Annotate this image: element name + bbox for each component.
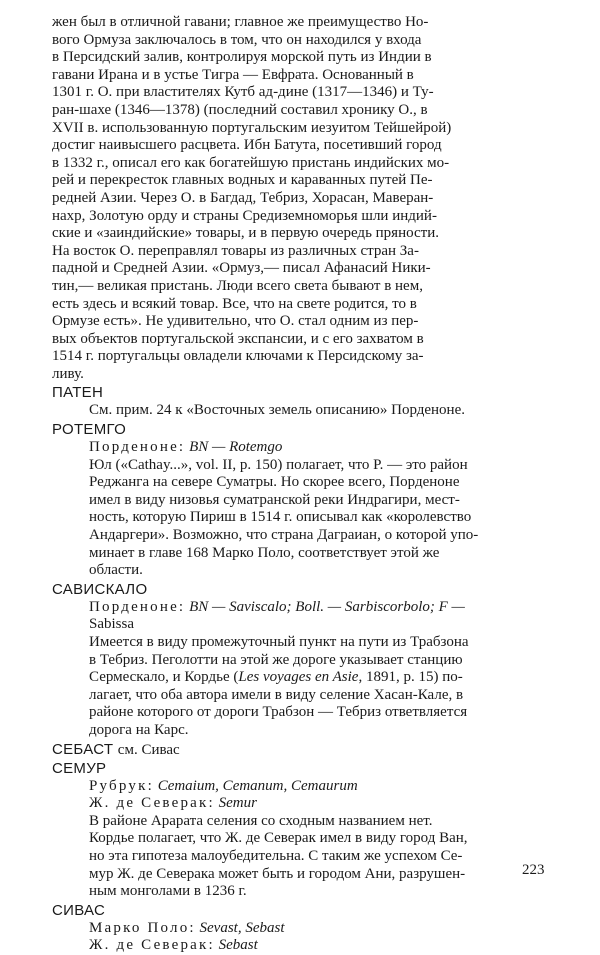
text-line: в Персидский залив, контролируя морской путь из Индии в <box>52 49 432 66</box>
text-line: Имеется в виду промежуточный пункт на пути из Трабзона <box>89 634 469 650</box>
source-author: Порденоне: <box>89 598 186 615</box>
entry-headword: СЕБАСТ <box>52 740 114 758</box>
text-line: области. <box>89 562 143 579</box>
source-line <box>89 778 552 796</box>
book-title: Les voyages en Asie <box>238 669 359 686</box>
source-line <box>89 599 552 617</box>
text-line: ские и «заиндийские» товары, и в первую очередь пряности. <box>52 225 439 242</box>
text-line: мур Ж. де Северака может быть и городом Ани, разрушен- <box>89 865 466 882</box>
text-line: падной и Средней Азии. «Ормуз,— писал Афанасий Ники- <box>52 260 431 277</box>
source-variant: BN — Saviscalo; Boll. — Sarbiscorbolo; F — <box>189 598 465 615</box>
source-line <box>89 439 552 457</box>
text-line: Ормузе есть». Не удивительно, что О. стал одним из пер- <box>52 313 419 330</box>
entry-headword: СЕМУР <box>52 759 107 777</box>
text-line: Андаргери». Возможно, что страна Даграиан, о которой упо- <box>89 527 479 544</box>
entry-headword-line <box>52 741 552 759</box>
text-line: Кордье полагает, что Ж. де Северак имел в виду город Ван, <box>89 830 468 847</box>
entry-sebast <box>52 741 552 759</box>
source-variant: Sebast <box>218 937 258 954</box>
entry-headword: ПАТЕН <box>52 384 104 402</box>
text-line: нахр, Золотую орду и страны Средиземноморья шли индий- <box>52 207 437 224</box>
page-body <box>52 14 552 955</box>
text-span: , 1891, p. 15) по- <box>358 669 463 686</box>
source-line <box>89 920 552 938</box>
text-line: ным монголами в 1236 г. <box>89 883 247 900</box>
text-line: гавани Ирана и в устье Тигра — Евфрата. Основанный в <box>52 66 414 83</box>
text-line: имел в виду низовья суматранской реки Индрагири, мест- <box>89 491 460 508</box>
text-line: 1301 г. О. при властителях Кутб ад-дине (1317—1346) и Ту- <box>52 84 434 101</box>
text-line: 1514 г. португальцы овладели ключами к Персидскому за- <box>52 348 424 365</box>
text-line: вого Ормуза заключалось в том, что он находился у входа <box>52 31 422 48</box>
text-line: вых объектов португальской экспансии, и с его захватом в <box>52 330 424 347</box>
source-variant: BN — Rotemgo <box>189 439 283 456</box>
text-line <box>89 669 552 687</box>
entry-headword: СИВАС <box>52 901 106 919</box>
text-line: ность, которую Пириш в 1514 г. описывал как «королевство <box>89 509 472 526</box>
source-author: Ж. де Северак: <box>89 937 215 954</box>
text-line: дорога на Карс. <box>89 721 189 738</box>
text-line: ливу. <box>52 365 84 382</box>
text-line: в Тебриз. Пеголотти на этой же дороге указывает станцию <box>89 651 463 668</box>
text-span: Сермескало, и Кордье ( <box>89 669 239 686</box>
source-variant: Sevast, Sebast <box>199 919 285 936</box>
source-author: Ж. де Северак: <box>89 795 215 812</box>
text-line: минает в главе 168 Марко Поло, соответствует этой же <box>89 544 440 561</box>
text-line: редней Азии. Через О. в Багдад, Тебриз, Хорасан, Маверан- <box>52 189 434 206</box>
text-line: тин,— великая пристань. Люди всего света бывают в нем, <box>52 277 423 294</box>
text-line: в 1332 г., описал его как богатейшую пристань индийских мо- <box>52 154 450 171</box>
page-number: 223 <box>522 862 545 878</box>
entry-sivas <box>52 902 552 955</box>
source-variant: Semur <box>218 795 257 812</box>
cross-reference: см. Сивас <box>117 741 180 758</box>
text-line: Реджанга на севере Суматры. Но скорее всего, Порденоне <box>89 474 460 491</box>
entry-paten <box>52 384 552 420</box>
text-line: XVII в. использованную португальским иезуитом Тейшейрой) <box>52 119 452 136</box>
source-variant: Cemaium, Cemanum, Cemaurum <box>157 777 358 794</box>
entry-text: См. прим. 24 к «Восточных земель описанию» Порденоне. <box>89 402 465 419</box>
text-line: лагает, что оба автора имели в виду селение Хасан-Кале, в <box>89 686 464 703</box>
continuation-paragraph <box>52 14 552 383</box>
source-variant-continued: Sabissa <box>89 616 134 633</box>
source-author: Порденоне: <box>89 439 186 456</box>
text-line: достиг наивысшего расцвета. Ибн Батута, посетивший город <box>52 137 442 154</box>
entry-headword: РОТЕМГО <box>52 421 127 439</box>
text-line: но эта гипотеза малоубедительна. С таким же успехом Се- <box>89 847 463 864</box>
source-author: Марко Поло: <box>89 919 196 936</box>
text-line: рей и перекресток главных водных и караванных путей Пе- <box>52 172 433 189</box>
text-line: жен был в отличной гавани; главное же преимущество Но- <box>52 14 429 30</box>
text-line: ран-шахе (1346—1378) (последний составил хронику О., в <box>52 101 428 118</box>
text-line: районе которого от дороги Трабзон — Тебриз ответвляется <box>89 704 468 721</box>
text-line: есть здесь и всякий товар. Все, что на свете родится, то в <box>52 295 417 312</box>
entry-headword: САВИСКАЛО <box>52 580 148 598</box>
text-line: В районе Арарата селения со сходным названием нет. <box>89 812 433 829</box>
source-author: Рубрук: <box>89 777 154 794</box>
source-line <box>89 937 552 955</box>
text-line: Юл («Cathay...», vol. II, p. 150) полагает, что Р. — это район <box>89 456 468 473</box>
entry-rotemgo <box>52 421 552 580</box>
source-line <box>89 795 552 813</box>
entry-saviskalo <box>52 581 552 740</box>
entry-semur <box>52 760 552 901</box>
text-line: На восток О. переправлял товары из различных стран За- <box>52 242 419 259</box>
